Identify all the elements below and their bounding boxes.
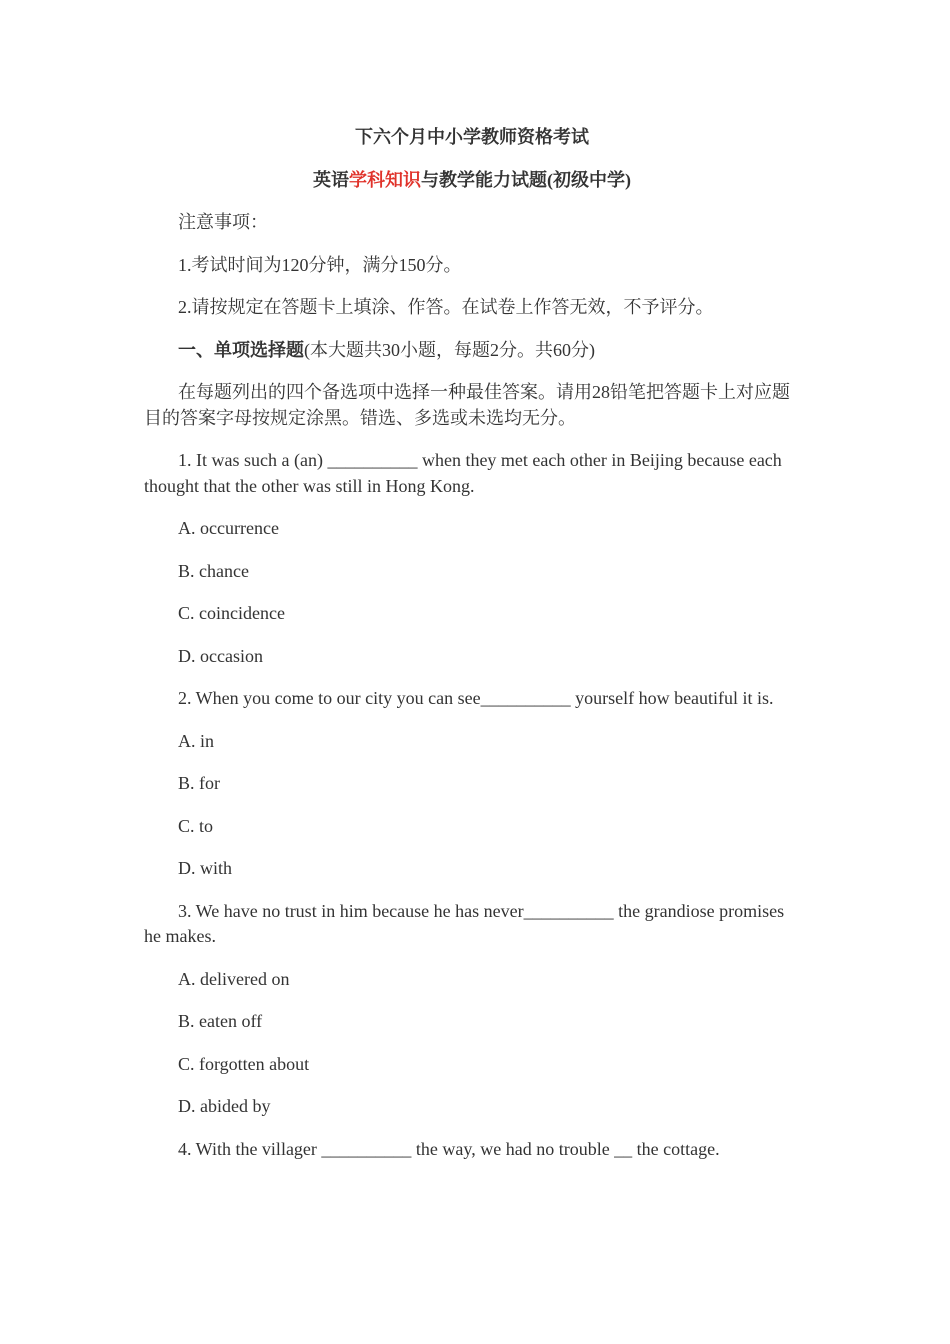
document-subtitle	[144, 167, 800, 193]
question-option: B. eaten off	[178, 1011, 263, 1031]
question-option: C. to	[178, 815, 214, 836]
document-title: 下六个月中小学教师资格考试	[355, 127, 589, 147]
question-stem: 2. When you come to our city you can see__________ yourself how beautiful it is.	[178, 688, 774, 708]
question-stem: 1. It was such a (an) __________ when they met each other in Beijing because each thought that the other was still in Hong Kong.	[144, 450, 782, 496]
question-option: D. occasion	[178, 645, 263, 666]
question-stem: 3. We have no trust in him because he has never__________ the grandiose promises he makes.	[144, 900, 785, 946]
notes-heading: 注意事项：	[178, 212, 268, 232]
notes-item-1: 1.考试时间为120分钟，满分150分。	[178, 254, 462, 275]
section-title	[144, 338, 800, 364]
section-title-rest: (本大题共30小题，每题2分。共60分)	[304, 339, 595, 360]
notes-item-2: 2.请按规定在答题卡上填涂、作答。在试卷上作答无效，不予评分。	[178, 297, 714, 317]
question-option: C. coincidence	[178, 603, 285, 623]
question-option: C. forgotten about	[178, 1053, 310, 1074]
question-option: A. delivered on	[178, 968, 290, 989]
section-instructions: 在每题列出的四个备选项中选择一种最佳答案。请用28铅笔把答题卡上对应题目的答案字母按规定涂黑。错选、多选或未选均无分。	[144, 382, 790, 428]
section-title-bold: 一、单项选择题	[178, 339, 304, 360]
question-option: D. abided by	[178, 1096, 271, 1116]
question-option: D. with	[178, 858, 232, 878]
question-option: A. in	[178, 730, 214, 751]
question-option: A. occurrence	[178, 518, 279, 538]
question-option: B. for	[178, 773, 220, 793]
question-option: B. chance	[178, 560, 249, 581]
question-stem: 4. With the villager __________ the way, we had no trouble __ the cottage.	[178, 1138, 720, 1159]
subtitle-prefix: 英语	[313, 170, 349, 190]
subtitle-suffix: 与教学能力试题(初级中学)	[421, 170, 631, 190]
subtitle-highlight-link[interactable]: 学科知识	[349, 170, 421, 190]
